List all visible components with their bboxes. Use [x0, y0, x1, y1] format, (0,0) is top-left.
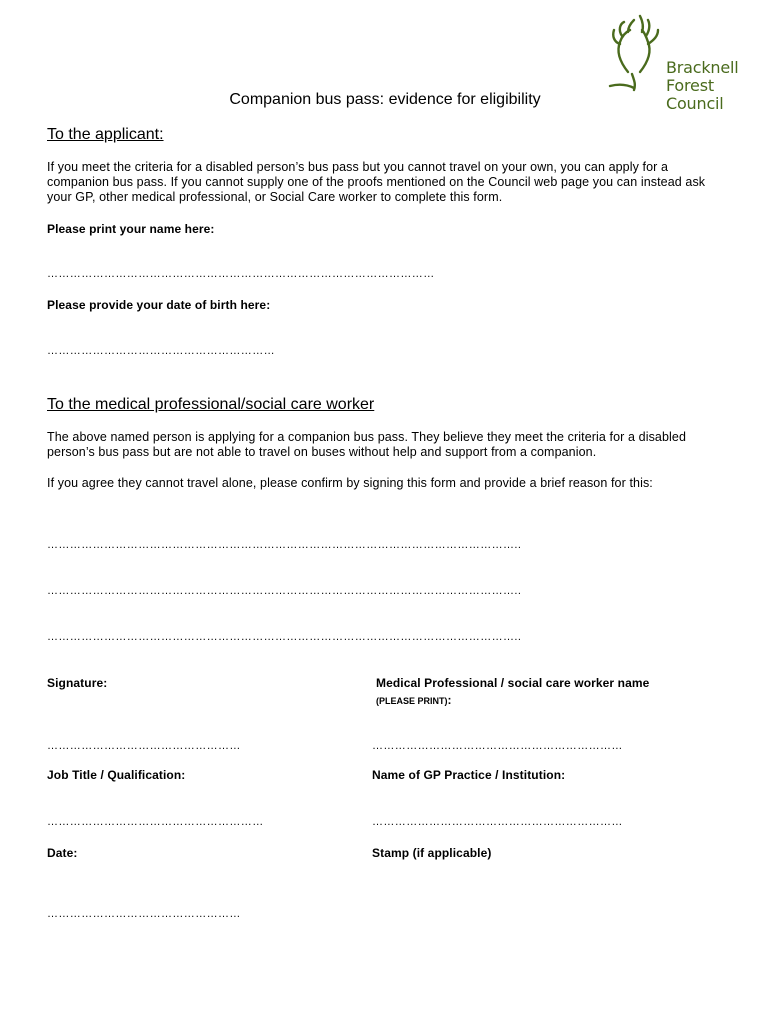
name-label: Please print your name here: — [47, 222, 215, 236]
reason-line-1[interactable]: …………………………………………………………………………………………………………….. — [47, 539, 522, 551]
job-title-field[interactable]: ………………………………………………… — [47, 816, 264, 828]
please-print-note: (PLEASE PRINT): — [376, 693, 452, 707]
dob-label: Please provide your date of birth here: — [47, 298, 271, 312]
applicant-name-field[interactable]: ………………………………………………………………………………………… — [47, 268, 435, 280]
gp-practice-label: Name of GP Practice / Institution: — [372, 768, 566, 782]
professional-heading: To the medical professional/social care worker — [47, 396, 375, 413]
logo-line-3: Council — [666, 94, 724, 113]
gp-practice-field[interactable]: ………………………………………………………… — [372, 816, 623, 828]
job-title-label: Job Title / Qualification: — [47, 768, 186, 782]
applicant-intro: If you meet the criteria for a disabled person’s bus pass but you cannot travel on your own, you can apply for a companion bus pass. If you cannot supply one of the proofs mentioned on the Council web page you can instead ask your GP, other medical professional, or Social Care worker to complete this form. — [47, 160, 706, 204]
stag-antlers-icon — [606, 14, 668, 94]
applicant-heading: To the applicant: — [47, 126, 164, 143]
reason-line-3[interactable]: …………………………………………………………………………………………………………….. — [47, 631, 522, 643]
signature-field[interactable]: …………………………………………… — [47, 740, 241, 752]
date-label: Date: — [47, 846, 78, 860]
professional-para-2: If you agree they cannot travel alone, please confirm by signing this form and provide a brief reason for this: — [47, 476, 653, 490]
stamp-label: Stamp (if applicable) — [372, 846, 492, 860]
professional-name-label: Medical Professional / social care worker name — [376, 676, 650, 690]
date-field[interactable]: …………………………………………… — [47, 908, 241, 920]
professional-para-1: The above named person is applying for a companion bus pass. They believe they meet the criteria for a disabled person’s bus pass but are not able to travel on buses without help and support from a companion. — [47, 430, 687, 459]
reason-line-2[interactable]: …………………………………………………………………………………………………………….. — [47, 585, 522, 597]
logo-line-1: Bracknell — [666, 58, 739, 77]
professional-name-field[interactable]: ………………………………………………………… — [372, 740, 623, 752]
signature-label: Signature: — [47, 676, 108, 690]
applicant-dob-field[interactable]: …………………………………………………… — [47, 345, 275, 357]
logo-line-2: Forest — [666, 76, 714, 95]
document-title: Companion bus pass: evidence for eligibility — [229, 91, 541, 108]
